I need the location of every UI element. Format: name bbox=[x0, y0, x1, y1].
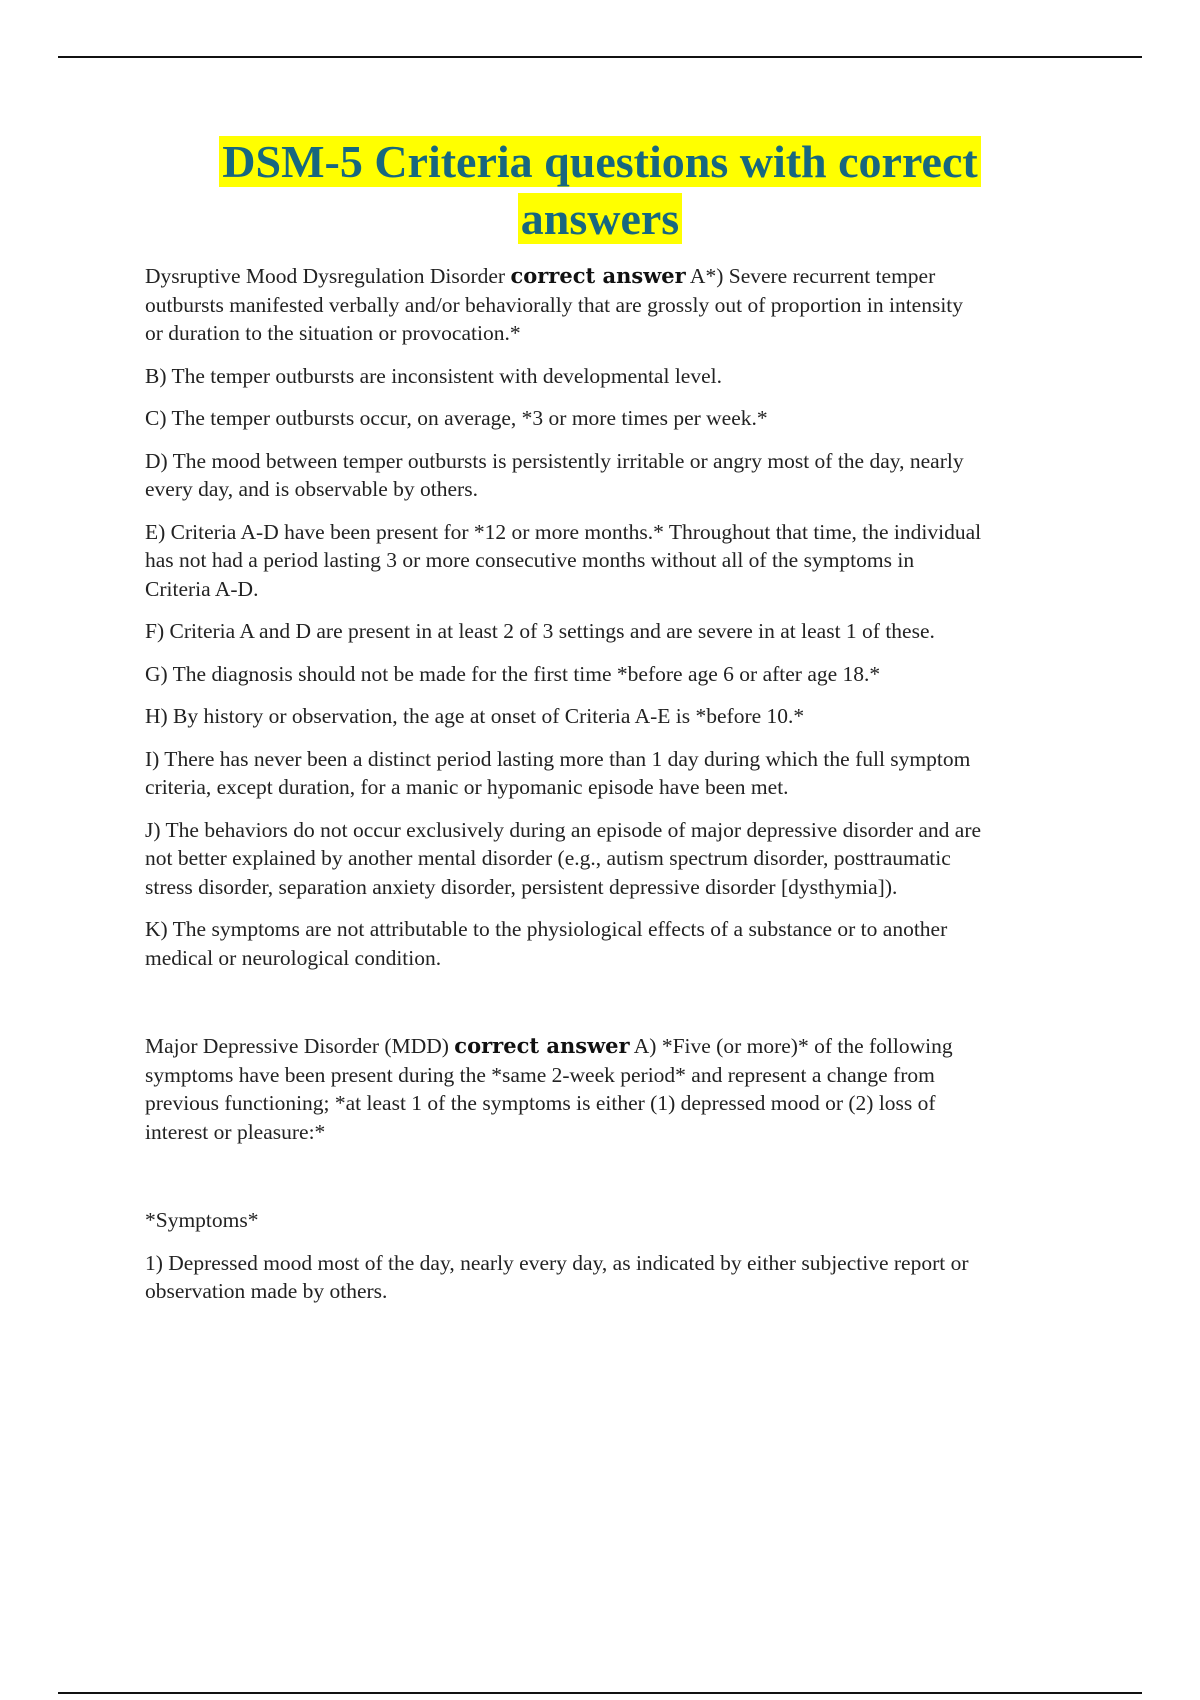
paragraph bbox=[145, 518, 1125, 604]
text-segment: Dysruptive Mood Dysregulation Disorder bbox=[145, 264, 511, 288]
text-segment: A*) Severe recurrent temper bbox=[685, 264, 936, 288]
title-line-2: answers bbox=[518, 193, 682, 244]
text-line: or duration to the situation or provocation.* bbox=[145, 321, 521, 345]
paragraph bbox=[145, 1206, 1125, 1235]
paragraph bbox=[145, 816, 1125, 902]
title-line-1: DSM-5 Criteria questions with correct bbox=[219, 136, 980, 187]
paragraph bbox=[145, 404, 1125, 433]
text-line: observation made by others. bbox=[145, 1279, 388, 1303]
text-line: I) There has never been a distinct period lasting more than 1 day during which the full symptom bbox=[145, 746, 971, 771]
text-line: not better explained by another mental disorder (e.g., autism spectrum disorder, posttraumatic bbox=[145, 846, 951, 870]
paragraph bbox=[145, 745, 1125, 802]
paragraph bbox=[145, 617, 1125, 646]
text-line: H) By history or observation, the age at onset of Criteria A-E is *before 10.* bbox=[145, 704, 805, 728]
footer-rule bbox=[58, 1692, 1142, 1694]
text-line: interest or pleasure:* bbox=[145, 1119, 326, 1144]
text-line: B) The temper outbursts are inconsistent with developmental level. bbox=[145, 363, 722, 388]
correct-answer-label: correct answer bbox=[454, 1033, 630, 1058]
text-segment: A) *Five (or more)* of the following bbox=[629, 1034, 953, 1058]
text-segment: Major Depressive Disorder (MDD) bbox=[145, 1034, 455, 1058]
paragraph bbox=[145, 262, 1125, 348]
paragraph bbox=[145, 362, 1125, 391]
document-body bbox=[145, 262, 1125, 1320]
text-line: C) The temper outbursts occur, on average, *3 or more times per week.* bbox=[145, 406, 768, 430]
text-line: K) The symptoms are not attributable to the physiological effects of a substance or to another bbox=[145, 917, 948, 941]
text-line: has not had a period lasting 3 or more consecutive months without all of the symptoms in bbox=[145, 548, 915, 572]
paragraph bbox=[145, 447, 1125, 504]
paragraph bbox=[145, 702, 1125, 731]
text-line: previous functioning; *at least 1 of the symptoms is either (1) depressed mood or (2) loss of bbox=[145, 1091, 936, 1115]
text-line: Criteria A-D. bbox=[145, 576, 259, 601]
text-line: J) The behaviors do not occur exclusively during an episode of major depressive disorder and are bbox=[145, 817, 982, 842]
text-line: criteria, except duration, for a manic or hypomanic episode have been met. bbox=[145, 775, 789, 799]
paragraph bbox=[145, 1249, 1125, 1306]
text-line: *Symptoms* bbox=[145, 1208, 259, 1232]
text-line: D) The mood between temper outbursts is persistently irritable or angry most of the day, nearly bbox=[145, 448, 964, 473]
paragraph bbox=[145, 915, 1125, 972]
header-rule bbox=[58, 56, 1142, 58]
text-line: E) Criteria A-D have been present for *12 or more months.* Throughout that time, the individual bbox=[145, 519, 982, 544]
document-title bbox=[0, 133, 1200, 247]
text-line: 1) Depressed mood most of the day, nearly every day, as indicated by either subjective report or bbox=[145, 1250, 969, 1275]
paragraph bbox=[145, 660, 1125, 689]
text-line: F) Criteria A and D are present in at least 2 of 3 settings and are severe in at least 1 of these. bbox=[145, 619, 935, 643]
correct-answer-label: correct answer bbox=[510, 263, 686, 288]
text-line: outbursts manifested verbally and/or behaviorally that are grossly out of proportion in intensity bbox=[145, 292, 964, 317]
text-line: symptoms have been present during the *same 2-week period* and represent a change from bbox=[145, 1062, 935, 1087]
text-line: every day, and is observable by others. bbox=[145, 477, 478, 501]
text-line: stress disorder, separation anxiety disorder, persistent depressive disorder [dysthymia]). bbox=[145, 874, 898, 899]
text-line: medical or neurological condition. bbox=[145, 945, 442, 970]
paragraph bbox=[145, 1032, 1125, 1146]
text-line: G) The diagnosis should not be made for the first time *before age 6 or after age 18.* bbox=[145, 661, 881, 686]
